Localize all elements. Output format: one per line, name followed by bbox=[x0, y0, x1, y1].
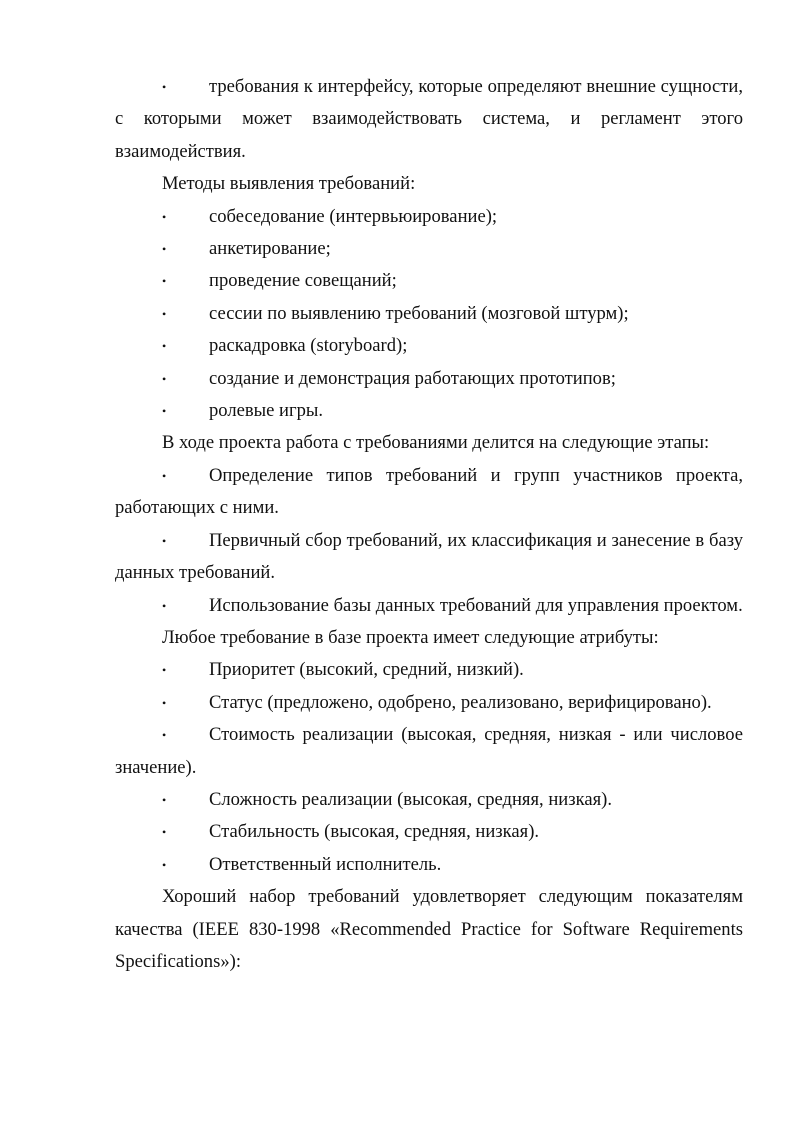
document-page bbox=[115, 71, 743, 978]
bullet-icon: • bbox=[162, 728, 167, 743]
list-item-method bbox=[115, 233, 743, 265]
list-item-attribute bbox=[115, 784, 743, 816]
list-item-method bbox=[115, 330, 743, 362]
list-item-text: Стоимость реализации (высокая, средняя, низкая - или числовое значение). bbox=[115, 724, 743, 778]
list-item-text: собеседование (интервьюирование); bbox=[209, 205, 498, 227]
bullet-icon: • bbox=[162, 404, 167, 419]
list-item-text: Использование базы данных требований для управления проектом. bbox=[209, 594, 743, 616]
bullet-icon: • bbox=[162, 242, 167, 257]
bullet-icon: • bbox=[162, 533, 167, 548]
list-item-method bbox=[115, 363, 743, 395]
list-item-text: Ответственный исполнитель. bbox=[209, 853, 442, 875]
list-item-method bbox=[115, 265, 743, 297]
list-item-text: анкетирование; bbox=[209, 238, 331, 260]
list-item-text: Первичный сбор требований, их классификация и занесение в базу данных требований. bbox=[115, 529, 743, 584]
bullet-icon: • bbox=[162, 274, 167, 289]
bullet-icon: • bbox=[162, 792, 167, 807]
list-item-text: Приоритет (высокий, средний, низкий). bbox=[209, 659, 524, 681]
list-item-method bbox=[115, 395, 743, 427]
bullet-icon: • bbox=[162, 825, 167, 840]
list-item-attribute bbox=[115, 719, 743, 784]
bullet-icon: • bbox=[162, 371, 167, 386]
list-item-text: сессии по выявлению требований (мозговой штурм); bbox=[209, 302, 629, 324]
bullet-icon: • bbox=[162, 663, 167, 678]
list-item-text: Стабильность (высокая, средняя, низкая). bbox=[209, 821, 540, 843]
bullet-icon: • bbox=[162, 339, 167, 354]
list-item-text: Сложность реализации (высокая, средняя, низкая). bbox=[209, 788, 612, 810]
list-item-text: Определение типов требований и групп участников проекта, работающих с ними. bbox=[115, 464, 743, 519]
list-item-stage bbox=[115, 460, 743, 525]
bullet-icon: • bbox=[162, 80, 167, 94]
list-item-text: требования к интерфейсу, которые определяют внешние сущности, с которыми может взаимодействовать система, и регламент этого взаимодействия. bbox=[115, 76, 743, 162]
list-item-attribute bbox=[115, 816, 743, 848]
bullet-icon: • bbox=[162, 598, 167, 613]
list-item-interface-requirements bbox=[115, 71, 743, 168]
attributes-intro-paragraph: Любое требование в базе проекта имеет следующие атрибуты: bbox=[162, 626, 659, 648]
list-item-text: ролевые игры. bbox=[209, 400, 324, 422]
bullet-icon: • bbox=[162, 695, 167, 710]
stages-intro-paragraph: В ходе проекта работа с требованиями делится на следующие этапы: bbox=[162, 432, 710, 454]
list-item-text: раскадровка (storyboard); bbox=[209, 335, 408, 357]
list-item-text: создание и демонстрация работающих прототипов; bbox=[209, 367, 616, 389]
methods-intro-paragraph: Методы выявления требований: bbox=[162, 173, 416, 195]
bullet-icon: • bbox=[162, 468, 167, 483]
bullet-icon: • bbox=[162, 209, 167, 224]
list-item-method bbox=[115, 201, 743, 233]
list-item-attribute bbox=[115, 654, 743, 686]
quality-intro-paragraph: Хороший набор требований удовлетворяет следующим показателям качества (IEEE 830-1998 «Recommended Practice for Software Requirements Specifications»): bbox=[115, 886, 743, 972]
list-item-attribute bbox=[115, 849, 743, 881]
list-item-attribute bbox=[115, 687, 743, 719]
bullet-icon: • bbox=[162, 857, 167, 872]
list-item-stage bbox=[115, 590, 743, 622]
list-item-text: Статус (предложено, одобрено, реализовано, верифицировано). bbox=[209, 691, 712, 713]
list-item-stage bbox=[115, 525, 743, 590]
list-item-method bbox=[115, 298, 743, 330]
list-item-text: проведение совещаний; bbox=[209, 270, 397, 292]
bullet-icon: • bbox=[162, 306, 167, 321]
